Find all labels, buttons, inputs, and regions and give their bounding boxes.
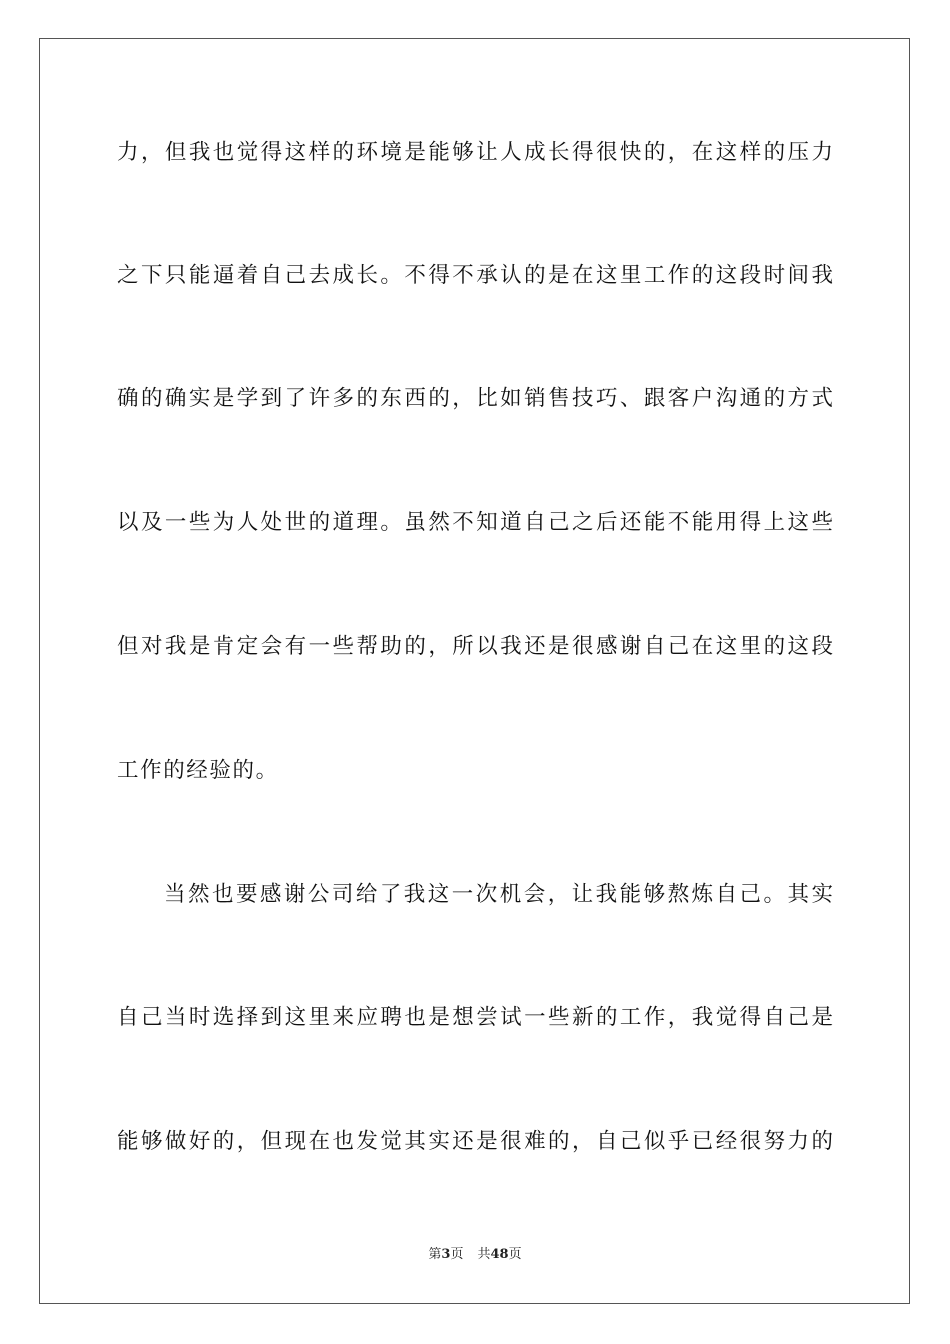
page-footer [0, 1246, 950, 1264]
text-line: 但对我是肯定会有一些帮助的，所以我还是很感谢自己在这里的这段 [117, 634, 833, 659]
text-line: 工作的经验的。 [117, 758, 279, 783]
text-line: 自己当时选择到这里来应聘也是想尝试一些新的工作，我觉得自己是 [117, 1005, 833, 1030]
page-border [39, 38, 910, 1304]
page-suffix: 页 [450, 1247, 464, 1262]
total-suffix: 页 [508, 1247, 522, 1262]
text-line: 确的确实是学到了许多的东西的，比如销售技巧、跟客户沟通的方式 [117, 386, 833, 411]
current-page-number: 3 [441, 1247, 451, 1262]
total-prefix: 共 [477, 1247, 491, 1262]
total-pages-number: 48 [490, 1247, 509, 1262]
text-line: 力，但我也觉得这样的环境是能够让人成长得很快的，在这样的压力 [117, 140, 833, 165]
text-line: 以及一些为人处世的道理。虽然不知道自己之后还能不能用得上这些 [117, 510, 833, 535]
text-line: 能够做好的，但现在也发觉其实还是很难的，自己似乎已经很努力的 [117, 1129, 833, 1154]
page-prefix: 第 [428, 1247, 442, 1262]
text-line: 之下只能逼着自己去成长。不得不承认的是在这里工作的这段时间我 [117, 263, 833, 288]
paragraph-first-line: 当然也要感谢公司给了我这一次机会，让我能够熬炼自己。其实 [164, 882, 833, 907]
